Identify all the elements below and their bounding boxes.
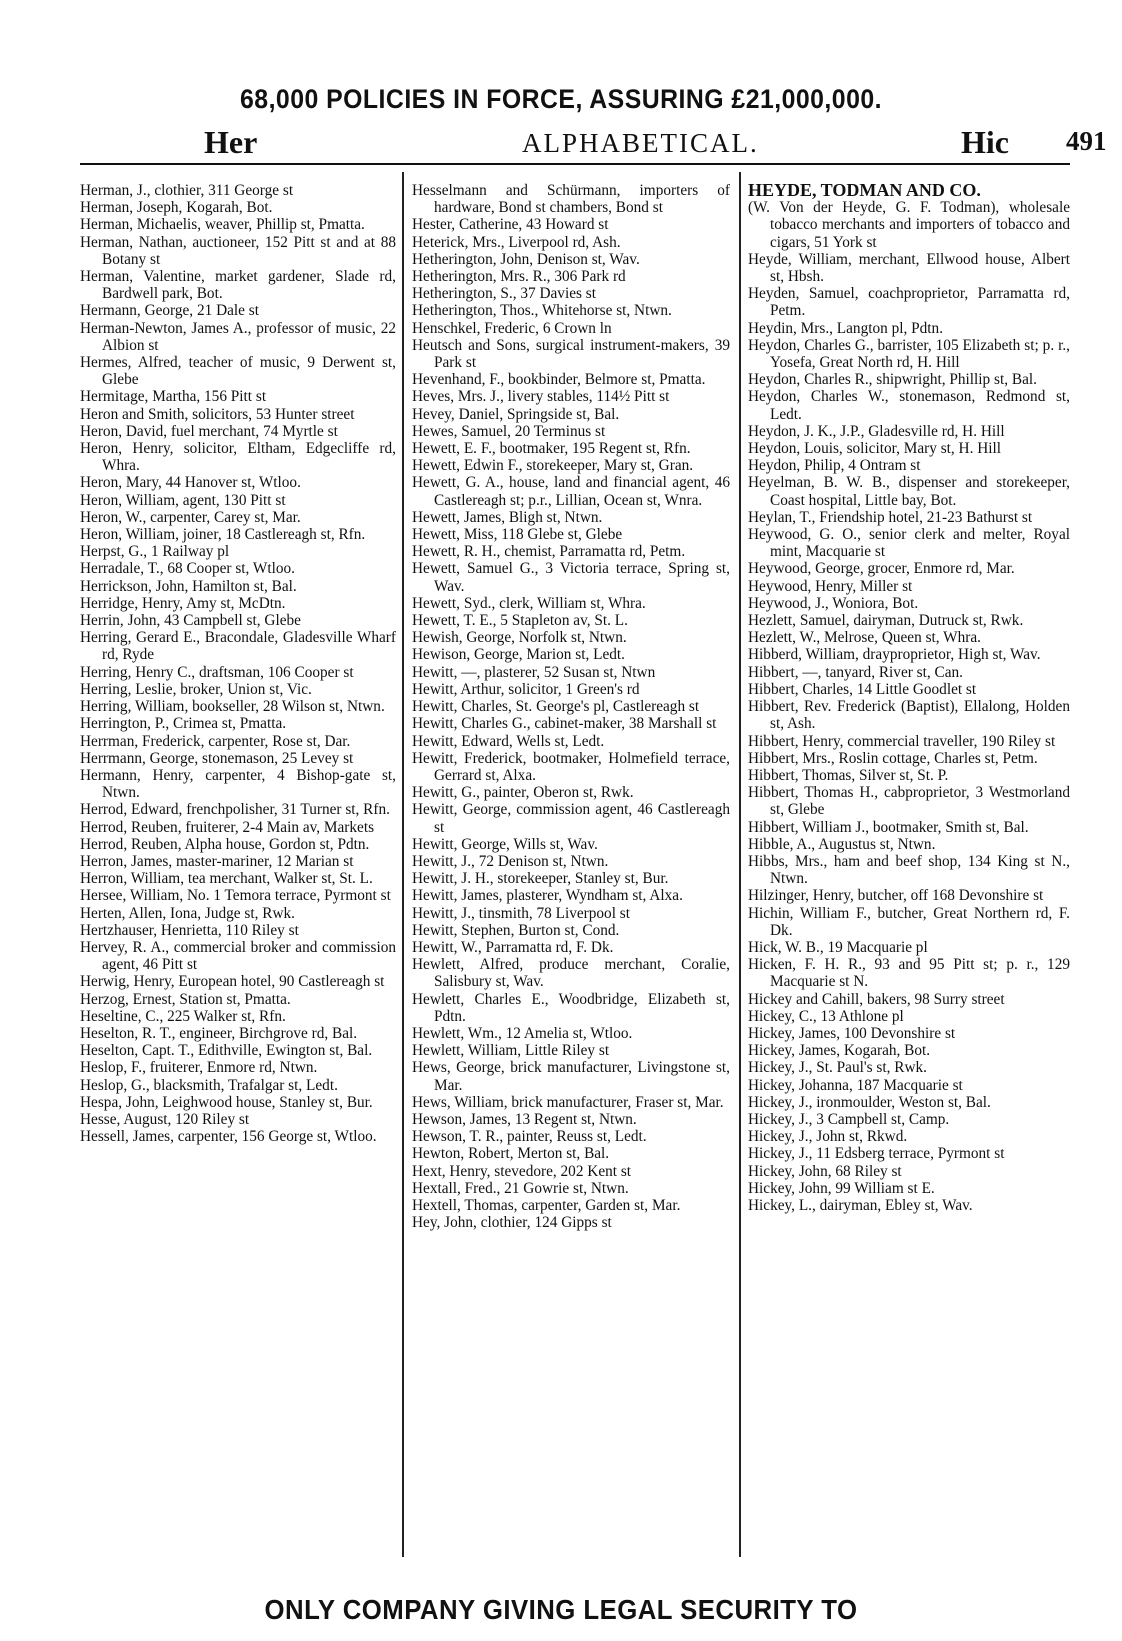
directory-entry: Hermitage, Martha, 156 Pitt st bbox=[80, 388, 267, 406]
directory-entry: Heydin, Mrs., Langton pl, Pdtn. bbox=[748, 319, 944, 337]
directory-entry: Herridge, Henry, Amy st, McDtn. bbox=[80, 594, 286, 612]
directory-entry: Heydon, J. K., J.P., Gladesville rd, H. Hill bbox=[748, 422, 1005, 440]
directory-entry: Hewton, Robert, Merton st, Bal. bbox=[412, 1145, 610, 1163]
directory-entry: Hewitt, J., 72 Denison st, Ntwn. bbox=[412, 852, 609, 870]
directory-entry: Heywood, George, grocer, Enmore rd, Mar. bbox=[748, 560, 1015, 578]
directory-entry: Heselton, R. T., engineer, Birchgrove rd, Bal. bbox=[80, 1024, 358, 1042]
directory-column-1 bbox=[80, 182, 396, 1145]
directory-entry: Hetherington, S., 37 Davies st bbox=[412, 285, 596, 303]
directory-entry: (W. Von der Heyde, G. F. Todman), wholesale tobacco merchants and importers of tobacco and cigars, 51 York st bbox=[748, 199, 1070, 251]
directory-entry: Heron, W., carpenter, Carey st, Mar. bbox=[80, 508, 301, 526]
directory-entry: Hetherington, Mrs. R., 306 Park rd bbox=[412, 268, 626, 286]
directory-entry: Herrman, Frederick, carpenter, Rose st, Dar. bbox=[80, 732, 351, 750]
directory-entry: Hibbert, Thomas, Silver st, St. P. bbox=[748, 766, 949, 784]
directory-entry: Heyde, William, merchant, Ellwood house, Albert st, Hbsh. bbox=[748, 250, 1070, 286]
directory-entry: Hewish, George, Norfolk st, Ntwn. bbox=[412, 629, 627, 647]
directory-entry: Hessell, James, carpenter, 156 George st, Wtloo. bbox=[80, 1128, 377, 1146]
directory-entry: Hewett, E. F., bootmaker, 195 Regent st, Rfn. bbox=[412, 440, 691, 458]
directory-entry: HEYDE, TODMAN AND CO. bbox=[748, 180, 981, 200]
directory-entry: Hibbert, Mrs., Roslin cottage, Charles st, Petm. bbox=[748, 749, 1038, 767]
directory-entry: Heydon, Charles R., shipwright, Phillip st, Bal. bbox=[748, 371, 1037, 389]
directory-entry: Hewlett, William, Little Riley st bbox=[412, 1042, 610, 1060]
directory-entry: Hickey, J., St. Paul's st, Rwk. bbox=[748, 1059, 927, 1077]
directory-entry: Heyelman, B. W. B., dispenser and storekeeper, Coast hospital, Little bay, Bot. bbox=[748, 474, 1070, 509]
directory-column-3 bbox=[748, 182, 1070, 1214]
directory-entry: Hewett, G. A., house, land and financial agent, 46 Castlereagh st; p.r., Lillian, Ocean st, Wnra. bbox=[412, 474, 730, 509]
directory-entry: Hester, Catherine, 43 Howard st bbox=[412, 216, 609, 234]
directory-entry: Herrickson, John, Hamilton st, Bal. bbox=[80, 577, 297, 595]
directory-entry: Hibbert, Rev. Frederick (Baptist), Ellalong, Holden st, Ash. bbox=[748, 698, 1070, 733]
directory-entry: Herman, Michaelis, weaver, Phillip st, Pmatta. bbox=[80, 216, 365, 234]
directory-entry: Hey, John, clothier, 124 Gipps st bbox=[412, 1214, 612, 1232]
directory-entry: Hilzinger, Henry, butcher, off 168 Devonshire st bbox=[748, 887, 1044, 905]
directory-entry: Heron, Mary, 44 Hanover st, Wtloo. bbox=[80, 474, 301, 492]
directory-entry: Herring, Leslie, broker, Union st, Vic. bbox=[80, 680, 312, 698]
directory-entry: Herman, J., clothier, 311 George st bbox=[80, 182, 294, 199]
directory-entry: Hewett, R. H., chemist, Parramatta rd, Petm. bbox=[412, 543, 686, 561]
directory-entry: Hichin, William F., butcher, Great Northern rd, F. Dk. bbox=[748, 904, 1070, 939]
directory-entry: Hicken, F. H. R., 93 and 95 Pitt st; p. r., 129 Macquarie st N. bbox=[748, 956, 1070, 991]
directory-entry: Herrod, Edward, frenchpolisher, 31 Turner st, Rfn. bbox=[80, 801, 390, 819]
directory-entry: Hibble, A., Augustus st, Ntwn. bbox=[748, 835, 936, 853]
bottom-advertising-banner: ONLY COMPANY GIVING LEGAL SECURITY TO bbox=[264, 1594, 858, 1625]
directory-entry: Heylan, T., Friendship hotel, 21-23 Bathurst st bbox=[748, 508, 1033, 526]
directory-entry: Heves, Mrs. J., livery stables, 114½ Pitt st bbox=[412, 388, 670, 406]
directory-entry: Heron, David, fuel merchant, 74 Myrtle st bbox=[80, 422, 338, 440]
directory-entry: Hewes, Samuel, 20 Terminus st bbox=[412, 422, 606, 440]
directory-entry: Hewitt, Edward, Wells st, Ledt. bbox=[412, 732, 605, 750]
directory-entry: Hewitt, —, plasterer, 52 Susan st, Ntwn bbox=[412, 663, 656, 681]
directory-entry: Hext, Henry, stevedore, 202 Kent st bbox=[412, 1162, 632, 1180]
directory-entry: Henschkel, Frederic, 6 Crown ln bbox=[412, 319, 612, 337]
directory-entry: Hewitt, J. H., storekeeper, Stanley st, Bur. bbox=[412, 870, 669, 888]
directory-entry: Heron, Henry, solicitor, Eltham, Edgecliffe rd, Whra. bbox=[80, 440, 396, 475]
directory-entry: Hewson, T. R., painter, Reuss st, Ledt. bbox=[412, 1128, 647, 1146]
directory-entry: Hewitt, W., Parramatta rd, F. Dk. bbox=[412, 938, 614, 956]
directory-entry: Hewlett, Charles E., Woodbridge, Elizabeth st, Pdtn. bbox=[412, 990, 730, 1025]
directory-entry: Heselton, Capt. T., Edithville, Ewington st, Bal. bbox=[80, 1042, 373, 1060]
directory-entry: Heterick, Mrs., Liverpool rd, Ash. bbox=[412, 233, 621, 251]
directory-entry: Hewitt, Charles, St. George's pl, Castlereagh st bbox=[412, 698, 700, 716]
directory-entry: Herring, Gerard E., Bracondale, Gladesville Wharf rd, Ryde bbox=[80, 629, 396, 664]
directory-entry: Herron, William, tea merchant, Walker st, St. L. bbox=[80, 870, 373, 888]
directory-entry: Hertzhauser, Henrietta, 110 Riley st bbox=[80, 921, 299, 939]
directory-entry: Heyden, Samuel, coachproprietor, Parramatta rd, Petm. bbox=[748, 285, 1070, 320]
directory-entry: Heydon, Charles G., barrister, 105 Elizabeth st; p. r., Yosefa, Great North rd, H. Hill bbox=[748, 336, 1070, 372]
directory-entry: Herman, Nathan, auctioneer, 152 Pitt st and at 88 Botany st bbox=[80, 233, 396, 268]
directory-entry: Hevenhand, F., bookbinder, Belmore st, Pmatta. bbox=[412, 371, 706, 389]
directory-entry: Heron, William, joiner, 18 Castlereagh st, Rfn. bbox=[80, 526, 366, 544]
directory-entry: Hetherington, Thos., Whitehorse st, Ntwn. bbox=[412, 302, 672, 320]
directory-entry: Heywood, Henry, Miller st bbox=[748, 577, 913, 595]
directory-entry: Hibbs, Mrs., ham and beef shop, 134 King st N., Ntwn. bbox=[748, 852, 1070, 888]
directory-entry: Heron and Smith, solicitors, 53 Hunter street bbox=[80, 405, 355, 423]
directory-entry: Hewlett, Alfred, produce merchant, Coralie, Salisbury st, Wav. bbox=[412, 956, 730, 991]
directory-entry: Hewett, Edwin F., storekeeper, Mary st, Gran. bbox=[412, 457, 694, 475]
directory-entry: Hickey, L., dairyman, Ebley st, Wav. bbox=[748, 1196, 973, 1214]
directory-entry: Hickey, J., 11 Edsberg terrace, Pyrmont st bbox=[748, 1145, 1005, 1163]
directory-entry: Herten, Allen, Iona, Judge st, Rwk. bbox=[80, 904, 295, 922]
directory-entry: Hesse, August, 120 Riley st bbox=[80, 1110, 250, 1128]
column-divider-1 bbox=[402, 172, 404, 1557]
directory-entry: Hickey, J., 3 Campbell st, Camp. bbox=[748, 1110, 950, 1128]
page-number: 491 bbox=[1066, 126, 1107, 156]
directory-entry: Hetherington, John, Denison st, Wav. bbox=[412, 250, 640, 268]
directory-entry: Hews, George, brick manufacturer, Livingstone st, Mar. bbox=[412, 1059, 730, 1094]
directory-entry: Herring, Henry C., draftsman, 106 Cooper st bbox=[80, 663, 354, 681]
directory-entry: Herrin, John, 43 Campbell st, Glebe bbox=[80, 612, 301, 630]
directory-entry: Hickey, Johanna, 187 Macquarie st bbox=[748, 1076, 963, 1094]
directory-entry: Hickey and Cahill, bakers, 98 Surry street bbox=[748, 990, 1005, 1008]
directory-entry: Hibbert, Henry, commercial traveller, 190 Riley st bbox=[748, 732, 1056, 750]
directory-entry: Hewitt, George, Wills st, Wav. bbox=[412, 835, 598, 853]
directory-entry: Hewitt, J., tinsmith, 78 Liverpool st bbox=[412, 904, 630, 922]
directory-entry: Hickey, C., 13 Athlone pl bbox=[748, 1007, 904, 1025]
directory-entry: Hespa, John, Leighwood house, Stanley st, Bur. bbox=[80, 1093, 373, 1111]
directory-entry: Herpst, G., 1 Railway pl bbox=[80, 543, 230, 561]
directory-entry: Hickey, John, 68 Riley st bbox=[748, 1162, 902, 1180]
directory-entry: Herrod, Reuben, Alpha house, Gordon st, Pdtn. bbox=[80, 835, 370, 853]
directory-entry: Hersee, William, No. 1 Temora terrace, Pyrmont st bbox=[80, 887, 391, 905]
directory-entry: Hews, William, brick manufacturer, Fraser st, Mar. bbox=[412, 1093, 724, 1111]
directory-entry: Heutsch and Sons, surgical instrument-makers, 39 Park st bbox=[412, 336, 730, 372]
directory-entry: Hewitt, Stephen, Burton st, Cond. bbox=[412, 921, 620, 939]
top-advertising-banner: 68,000 POLICIES IN FORCE, ASSURING £21,000,000. bbox=[240, 84, 882, 114]
directory-entry: Hibbert, Charles, 14 Little Goodlet st bbox=[748, 680, 977, 698]
directory-column-2 bbox=[412, 182, 730, 1231]
directory-entry: Hickey, J., ironmoulder, Weston st, Bal. bbox=[748, 1093, 991, 1111]
header-rule bbox=[80, 163, 1070, 165]
directory-entry: Hick, W. B., 19 Macquarie pl bbox=[748, 938, 928, 956]
header-range-start: Her bbox=[204, 124, 258, 160]
directory-entry: Hewett, Syd., clerk, William st, Whra. bbox=[412, 594, 646, 612]
directory-entry: Hesselmann and Schürmann, importers of hardware, Bond st chambers, Bond st bbox=[412, 182, 730, 217]
directory-entry: Hibbert, Thomas H., cabproprietor, 3 Westmorland st, Glebe bbox=[748, 784, 1070, 819]
directory-entry: Heseltine, C., 225 Walker st, Rfn. bbox=[80, 1007, 286, 1025]
directory-entry: Herring, William, bookseller, 28 Wilson st, Ntwn. bbox=[80, 698, 385, 716]
directory-entry: Heywood, J., Woniora, Bot. bbox=[748, 594, 919, 612]
directory-entry: Herrmann, George, stonemason, 25 Levey st bbox=[80, 749, 354, 767]
directory-entry: Hermann, Henry, carpenter, 4 Bishop-gate st, Ntwn. bbox=[80, 766, 396, 802]
directory-entry: Heydon, Philip, 4 Ontram st bbox=[748, 457, 921, 475]
directory-entry: Herwig, Henry, European hotel, 90 Castlereagh st bbox=[80, 973, 385, 991]
directory-entry: Hewitt, George, commission agent, 46 Castlereagh st bbox=[412, 801, 730, 836]
directory-entry: Herradale, T., 68 Cooper st, Wtloo. bbox=[80, 560, 295, 578]
directory-entry: Hickey, James, Kogarah, Bot. bbox=[748, 1042, 931, 1060]
page-header bbox=[80, 124, 1107, 160]
header-title: ALPHABETICAL. bbox=[522, 128, 759, 158]
directory-entry: Hewitt, Frederick, bootmaker, Holmefield terrace, Gerrard st, Alxa. bbox=[412, 749, 730, 784]
directory-entry: Hewett, Samuel G., 3 Victoria terrace, Spring st, Wav. bbox=[412, 560, 730, 595]
directory-entry: Heydon, Louis, solicitor, Mary st, H. Hill bbox=[748, 440, 1002, 458]
directory-entry: Hickey, J., John st, Rkwd. bbox=[748, 1128, 908, 1146]
column-divider-2 bbox=[739, 172, 741, 1557]
directory-entry: Hezlett, W., Melrose, Queen st, Whra. bbox=[748, 629, 981, 647]
directory-entry: Hermes, Alfred, teacher of music, 9 Derwent st, Glebe bbox=[80, 354, 396, 389]
directory-entry: Hezlett, Samuel, dairyman, Dutruck st, Rwk. bbox=[748, 612, 1024, 630]
directory-entry: Herrington, P., Crimea st, Pmatta. bbox=[80, 715, 287, 733]
directory-entry: Herman-Newton, James A., professor of music, 22 Albion st bbox=[80, 319, 396, 354]
directory-entry: Hewett, T. E., 5 Stapleton av, St. L. bbox=[412, 612, 628, 630]
directory-entry: Herrod, Reuben, fruiterer, 2-4 Main av, Markets bbox=[80, 818, 375, 836]
directory-entry: Heron, William, agent, 130 Pitt st bbox=[80, 491, 286, 509]
directory-entry: Herron, James, master-mariner, 12 Marian st bbox=[80, 852, 354, 870]
directory-entry: Hibbert, —, tanyard, River st, Can. bbox=[748, 663, 963, 681]
directory-entry: Hickey, James, 100 Devonshire st bbox=[748, 1024, 956, 1042]
directory-entry: Hewitt, Arthur, solicitor, 1 Green's rd bbox=[412, 680, 640, 698]
directory-entry: Hewson, James, 13 Regent st, Ntwn. bbox=[412, 1110, 637, 1128]
directory-entry: Hibbert, William J., bootmaker, Smith st, Bal. bbox=[748, 818, 1029, 836]
directory-entry: Heydon, Charles W., stonemason, Redmond st, Ledt. bbox=[748, 388, 1070, 423]
directory-entry: Hevey, Daniel, Springside st, Bal. bbox=[412, 405, 620, 423]
directory-entry: Hewlett, Wm., 12 Amelia st, Wtloo. bbox=[412, 1024, 633, 1042]
directory-entry: Herman, Valentine, market gardener, Slade rd, Bardwell park, Bot. bbox=[80, 268, 396, 303]
header-range-end: Hic bbox=[961, 124, 1009, 160]
directory-entry: Herzog, Ernest, Station st, Pmatta. bbox=[80, 990, 291, 1008]
directory-entry: Hickey, John, 99 William st E. bbox=[748, 1179, 935, 1197]
directory-entry: Hewison, George, Marion st, Ledt. bbox=[412, 646, 625, 664]
directory-entry: Hextall, Fred., 21 Gowrie st, Ntwn. bbox=[412, 1179, 629, 1197]
directory-entry: Heslop, F., fruiterer, Enmore rd, Ntwn. bbox=[80, 1059, 318, 1077]
directory-entry: Hervey, R. A., commercial broker and commission agent, 46 Pitt st bbox=[80, 938, 396, 974]
directory-entry: Heslop, G., blacksmith, Trafalgar st, Ledt. bbox=[80, 1076, 338, 1094]
directory-entry: Hextell, Thomas, carpenter, Garden st, Mar. bbox=[412, 1196, 681, 1214]
directory-entry: Hewitt, James, plasterer, Wyndham st, Alxa. bbox=[412, 887, 683, 905]
directory-entry: Heywood, G. O., senior clerk and melter, Royal mint, Macquarie st bbox=[748, 526, 1070, 561]
directory-entry: Hewett, Miss, 118 Glebe st, Glebe bbox=[412, 526, 623, 544]
directory-entry: Hewitt, Charles G., cabinet-maker, 38 Marshall st bbox=[412, 715, 717, 733]
directory-entry: Herman, Joseph, Kogarah, Bot. bbox=[80, 199, 273, 217]
directory-entry: Hermann, George, 21 Dale st bbox=[80, 302, 259, 320]
directory-entry: Hewett, James, Bligh st, Ntwn. bbox=[412, 508, 603, 526]
directory-entry: Hewitt, G., painter, Oberon st, Rwk. bbox=[412, 784, 634, 802]
directory-entry: Hibberd, William, drayproprietor, High st, Wav. bbox=[748, 646, 1041, 664]
